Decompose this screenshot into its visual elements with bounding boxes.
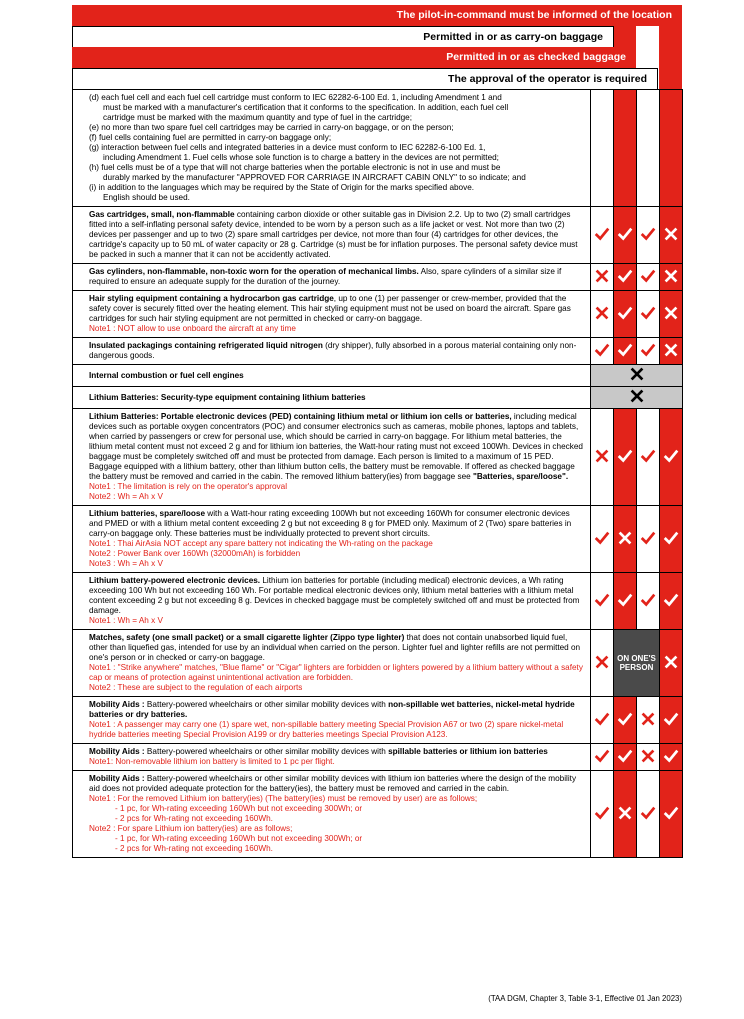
item-note: Note1 : NOT allow to use onboard the aircraft at any time (89, 324, 296, 333)
mark-cell (614, 291, 637, 338)
mark-cell (637, 291, 660, 338)
check-icon (593, 710, 611, 728)
cross-icon (593, 653, 611, 671)
item-note: - 2 pcs for Wh-rating not exceeding 160Wh. (115, 844, 273, 853)
header-carry-on: Permitted in or as carry-on baggage (72, 26, 614, 47)
condition-line: durably marked by the manufacturer "APPROVED FOR CARRIAGE IN AIRCRAFT CABIN ONLY" to so indicate; and (103, 173, 526, 182)
mark-cell (660, 697, 683, 744)
item-title: Matches, safety (one small packet) or a small cigarette lighter (Zippo type lighter) (89, 633, 405, 642)
mark-cell (591, 506, 614, 573)
condition-line: cartridge must be marked with the maximum quantity and type of fuel in the cartridge; (103, 113, 412, 122)
mark-cell (591, 338, 614, 365)
mark-cell (614, 264, 637, 291)
condition-line: (g) interaction between fuel cells and integrated batteries in a device must conform to IEC 62282-6-100 Ed. 1, (89, 143, 486, 152)
item-note: Note1 : The limitation is rely on the operator's approval (89, 482, 288, 491)
cross-icon (662, 225, 680, 243)
mark-cell (591, 697, 614, 744)
check-icon (593, 747, 611, 765)
mark-cell (614, 573, 637, 630)
check-icon (616, 710, 634, 728)
mark-cell (614, 697, 637, 744)
mark-cell (614, 506, 637, 573)
table-row (73, 207, 683, 264)
table-row (73, 573, 683, 630)
cross-icon (593, 447, 611, 465)
check-icon (639, 225, 657, 243)
item-description (73, 506, 591, 573)
item-note: Note1 : A passenger may carry one (1) spare wet, non-spillable battery meeting Special Provision A67 or two (2) spare nickel-metal hydride batteries meeting Special Provision A199 or dry batteries meetings Special Provision A123. (89, 720, 564, 739)
condition-line: (i) in addition to the languages which may be required by the State of Origin for the marks specified above. (89, 183, 475, 192)
table-row (73, 744, 683, 771)
mark-cell (614, 409, 637, 506)
check-icon (639, 304, 657, 322)
item-text: Lithium ion batteries for portable (including medical) electronic devices, a Wh rating exceeding 100 Wh but not exceeding 160 Wh. For portable medical electronic devices only, lithium metal batteries with a lithium metal content exceeding 2 g but not exceeding 8 g. Devices in checked baggage must be completely switched off and must be protected from damage. (89, 576, 580, 615)
check-icon (639, 591, 657, 609)
mark-cell (614, 744, 637, 771)
check-icon (662, 804, 680, 822)
items-table (72, 89, 683, 858)
item-title: Gas cartridges, small, non-flammable (89, 210, 235, 219)
mark-cell-merged (591, 365, 683, 387)
item-note: Note1 : Thai AirAsia NOT accept any spare battery not indicating the Wh-rating on the package (89, 539, 433, 548)
item-note: Note2 : These are subject to the regulation of each airports (89, 683, 303, 692)
check-icon (616, 747, 634, 765)
item-text: including medical devices such as portable oxygen concentrators (POC) and consumer electronics such as cameras, mobile phones, laptops and tablets, when carried by passengers or crew for personal use, which should be carried in carry-on baggage. For lithium metal batteries, the lithium metal content must not exceed 2 g and for lithium ion batteries, the Watt-hour rating must not exceed 100Wh. Devices in checked baggage must be completely switched off and must be protected from damage. Each person is limited to a maximum of 15 PED. Baggage equipped with a lithium battery, other than lithium button cells, the battery must be removable. If offered as checked baggage the battery must be removed and carried in the cabin. The removed lithium battery(ies) from baggage see (89, 412, 583, 481)
mark-cell (591, 409, 614, 506)
item-description (73, 697, 591, 744)
condition-line: English should be used. (103, 193, 190, 202)
mark-cell (637, 506, 660, 573)
item-title: Hair styling equipment containing a hydrocarbon gas cartridge (89, 294, 334, 303)
cross-icon (639, 710, 657, 728)
check-icon (616, 267, 634, 285)
condition-line: including Amendment 1. Fuel cells whose sole function is to charge a battery in the devices are not permitted; (103, 153, 499, 162)
item-title: Internal combustion or fuel cell engines (89, 370, 244, 380)
item-description (73, 338, 591, 365)
table-row (73, 90, 683, 207)
cross-icon (662, 653, 680, 671)
item-description (73, 207, 591, 264)
table-row (73, 506, 683, 573)
mark-cell (591, 744, 614, 771)
mark-cell (637, 744, 660, 771)
condition-line: (h) fuel cells must be of a type that will not charge batteries when the portable electronic is not in use and must be (89, 163, 501, 172)
item-note: Note1 : For the removed Lithium ion battery(ies) (The battery(ies) must be removed by user) are as follows; (89, 794, 478, 803)
check-icon (662, 447, 680, 465)
dangerous-goods-table (72, 5, 682, 858)
mark-cell (660, 573, 683, 630)
item-title: Insulated packagings containing refrigerated liquid nitrogen (89, 341, 323, 350)
cross-icon (593, 267, 611, 285)
item-title: Lithium Batteries: Security-type equipment containing lithium batteries (89, 392, 366, 402)
mark-cell (614, 338, 637, 365)
item-text: , up to one (1) per passenger or crew-member, provided that the safety cover is securely fitted over the heating element. This hair styling equipment must not be used on board the aircraft. Spare gas cartridges for such hair styling equipment are not permitted in checked or carry-on baggage. (89, 294, 571, 323)
check-icon (616, 591, 634, 609)
item-text: Also, spare cylinders of a similar size if required to ensure an adequate supply for the duration of the journey. (89, 267, 562, 286)
column-headers (72, 5, 682, 89)
item-title: Gas cylinders, non-flammable, non-toxic worn for the operation of mechanical limbs. (89, 267, 419, 276)
table-row (73, 264, 683, 291)
item-note: - 1 pc, for Wh-rating exceeding 160Wh but not exceeding 300Wh; or (115, 804, 363, 813)
item-note: Note2 : Power Bank over 160Wh (32000mAh) is forbidden (89, 549, 301, 558)
item-note: - 1 pc, for Wh-rating exceeding 160Wh but not exceeding 300Wh; or (115, 834, 363, 843)
item-note: Note1 : Wh = Ah x V (89, 616, 163, 625)
check-icon (639, 447, 657, 465)
cross-icon (639, 747, 657, 765)
mark-cell (637, 338, 660, 365)
check-icon (616, 447, 634, 465)
item-text: with a Watt-hour rating exceeding 100Wh but not exceeding 160Wh for consumer electronic devices and PMED or with a lithium metal content exceeding 2 g but not exceeding 8 g for PMED only. Maximum of 2 (Two) spare batteries in carry-on baggage only. These batteries must be individually protected to prevent short circuits. (89, 509, 572, 538)
mark-cell (660, 264, 683, 291)
check-icon (662, 747, 680, 765)
mark-cell (660, 744, 683, 771)
check-icon (662, 710, 680, 728)
item-description (73, 409, 591, 506)
check-icon (639, 341, 657, 359)
cross-icon (593, 304, 611, 322)
mark-cell (591, 207, 614, 264)
header-pilot-informed: The pilot-in-command must be informed of the location (72, 5, 682, 26)
item-note: - 2 pcs for Wh-rating not exceeding 160Wh. (115, 814, 273, 823)
table-row (73, 291, 683, 338)
item-note: Note1: Non-removable lithium ion battery is limited to 1 pc per flight. (89, 757, 335, 766)
check-icon (616, 304, 634, 322)
check-icon (662, 591, 680, 609)
table-row (73, 630, 683, 697)
mark-cell (591, 573, 614, 630)
item-description (73, 573, 591, 630)
mark-cell (660, 506, 683, 573)
item-text-tail: "Batteries, spare/loose". (470, 472, 569, 481)
table-row (73, 365, 683, 387)
item-text: (dry shipper), fully absorbed in a porous material containing only non-dangerous goods. (89, 341, 577, 360)
mark-cell (637, 264, 660, 291)
table-row (73, 338, 683, 365)
cross-icon (662, 304, 680, 322)
item-description (73, 291, 591, 338)
table-row (73, 387, 683, 409)
item-description (73, 771, 591, 858)
on-persons-badge: ON ONE'S PERSON (614, 630, 660, 697)
item-text: Battery-powered wheelchairs or other similar mobility devices with (144, 747, 386, 756)
check-icon (593, 529, 611, 547)
mark-cell (660, 409, 683, 506)
item-text: Battery-powered wheelchairs or other similar mobility devices with (144, 700, 386, 709)
mark-cell (637, 409, 660, 506)
item-text-bold: non-spillable wet batteries, nickel-metal hydride batteries or dry batteries. (89, 700, 575, 719)
item-title: Mobility Aids : (89, 747, 145, 756)
item-title: Lithium Batteries: Portable electronic devices (PED) containing lithium metal or lithium ion cells or batteries, (89, 412, 512, 421)
mark-cell (637, 90, 660, 207)
condition-line: (d) each fuel cell and each fuel cell cartridge must conform to IEC 62282-6-100 Ed. 1, including Amendment 1 and (89, 93, 502, 102)
check-icon (593, 341, 611, 359)
item-text: containing carbon dioxide or other suitable gas in Division 2.2. Up to two (2) small cartridges fitted into a self-inflating personal safety device, intended to be worn by a person such as a life jacket or vest. Not more than two (2) devices per passenger and up to two (2) spare small cartridges per device, not more than four (4) cartridges for other devices, the cartridge's capacity up to 50 mL of water capacity or 28 g. Cartridge (s) must be for inflation purposes. The personal safety device must be packed in such a manner that it can not be accidently activated. (89, 210, 578, 259)
header-operator-approval: The approval of the operator is required (72, 68, 658, 89)
item-title: Lithium batteries, spare/loose (89, 509, 206, 518)
item-text-bold: spillable batteries or lithium ion batteries (385, 747, 548, 756)
item-description (73, 387, 591, 409)
item-description (73, 630, 591, 697)
mark-cell (637, 697, 660, 744)
cross-icon (616, 529, 634, 547)
check-icon (639, 267, 657, 285)
item-title: Mobility Aids : (89, 700, 145, 709)
mark-cell (614, 207, 637, 264)
mark-cell (660, 338, 683, 365)
check-icon (639, 529, 657, 547)
mark-cell (660, 291, 683, 338)
condition-line: must be marked with a manufacturer's certification that it conforms to the specification. In addition, each fuel cell (103, 103, 509, 112)
item-description (73, 365, 591, 387)
mark-cell (591, 771, 614, 858)
header-checked: Permitted in or as checked baggage (72, 47, 636, 68)
item-note: Note1 : "Strike anywhere" matches, "Blue flame" or "Cigar" lighters are forbidden or lighters powered by a lithium battery without a safety cap or means of protection against unintentional activation are forbidden. (89, 663, 583, 682)
mark-cell (660, 630, 683, 697)
item-description (73, 744, 591, 771)
table-row (73, 409, 683, 506)
cross-icon (662, 267, 680, 285)
table-row (73, 697, 683, 744)
condition-line: (f) fuel cells containing fuel are permitted in carry-on baggage only; (89, 133, 332, 142)
mark-cell (637, 771, 660, 858)
item-note: Note2 : Wh = Ah x V (89, 492, 163, 501)
cross-icon (616, 804, 634, 822)
check-icon (662, 529, 680, 547)
check-icon (616, 341, 634, 359)
mark-cell-merged (591, 387, 683, 409)
mark-cell (591, 264, 614, 291)
item-text: that does not contain unabsorbed liquid fuel, other than liquefied gas, intended for use by an individual when carried on the person. Lighter fuel and lighter refills are not permitted on one's person or in checked or carry-on baggage. (89, 633, 581, 662)
check-icon (593, 225, 611, 243)
mark-cell (591, 630, 614, 697)
check-icon (616, 225, 634, 243)
check-icon (639, 804, 657, 822)
mark-cell (660, 207, 683, 264)
condition-line: (e) no more than two spare fuel cell cartridges may be carried in carry-on baggage, or on the person; (89, 123, 454, 132)
mark-cell (637, 207, 660, 264)
item-title: Mobility Aids : (89, 774, 145, 783)
item-text: Battery-powered wheelchairs or other similar mobility devices with lithium ion batteries where the design of the mobility aid does not provided adequate protection for the battery(ies), the battery must be removed and carried in the cabin. (89, 774, 577, 793)
mark-cell (637, 573, 660, 630)
cross-icon (628, 387, 646, 405)
item-note: Note2 : For spare Lithium ion battery(ies) are as follows; (89, 824, 293, 833)
cross-icon (662, 341, 680, 359)
check-icon (593, 804, 611, 822)
mark-cell (614, 90, 637, 207)
cross-icon (628, 365, 646, 383)
mark-cell (591, 90, 614, 207)
item-note: Note3 : Wh = Ah x V (89, 559, 163, 568)
footer-reference: (TAA DGM, Chapter 3, Table 3-1, Effective 01 Jan 2023) (488, 994, 682, 1003)
check-icon (593, 591, 611, 609)
item-description (73, 264, 591, 291)
fuel-cell-conditions (73, 90, 591, 207)
mark-cell (660, 90, 683, 207)
item-title: Lithium battery-powered electronic devices. (89, 576, 261, 585)
mark-cell (660, 771, 683, 858)
mark-cell (591, 291, 614, 338)
mark-cell (614, 771, 637, 858)
table-row (73, 771, 683, 858)
